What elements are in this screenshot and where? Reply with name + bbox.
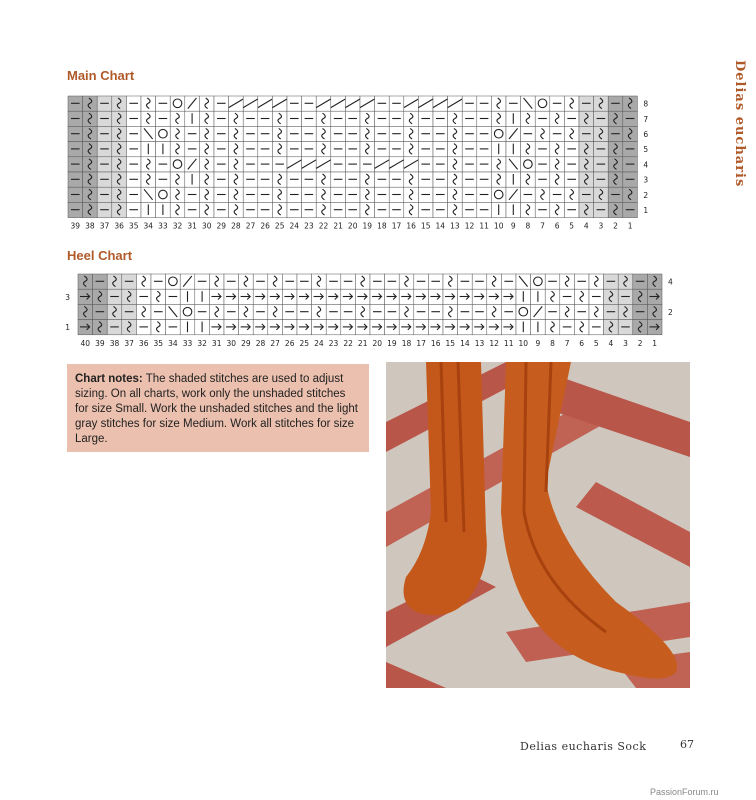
chart-cell bbox=[531, 274, 546, 289]
stitch-number: 13 bbox=[474, 338, 485, 348]
chart-cell bbox=[166, 274, 181, 289]
stitch-number: 36 bbox=[138, 338, 149, 348]
stitch-number: 20 bbox=[372, 338, 383, 348]
footer-title: Delias eucharis Sock bbox=[520, 740, 647, 753]
stitch-number: 35 bbox=[153, 338, 164, 348]
row-number: 6 bbox=[643, 130, 649, 139]
stitch-number: 32 bbox=[197, 338, 207, 348]
chart-cell bbox=[170, 96, 185, 111]
row-number: 2 bbox=[643, 190, 649, 200]
stitch-number: 3 bbox=[623, 338, 628, 348]
chart-cell bbox=[156, 187, 171, 202]
stitch-number: 31 bbox=[211, 338, 222, 348]
stitch-number: 9 bbox=[535, 338, 541, 348]
stitch-number: 37 bbox=[99, 221, 110, 231]
row-number: 8 bbox=[643, 99, 649, 109]
row-number: 4 bbox=[668, 277, 673, 287]
stitch-number: 39 bbox=[95, 338, 105, 348]
row-number: 3 bbox=[643, 175, 649, 185]
stitch-number: 10 bbox=[493, 221, 504, 231]
side-title: Delias eucharis bbox=[732, 60, 747, 188]
stitch-number: 19 bbox=[362, 221, 373, 231]
chart-cell bbox=[180, 304, 195, 319]
stitch-number: 17 bbox=[391, 221, 402, 231]
row-number: 5 bbox=[643, 145, 649, 155]
stitch-number: 21 bbox=[357, 338, 368, 348]
stitch-number: 6 bbox=[554, 221, 560, 231]
stitch-number: 6 bbox=[579, 338, 585, 348]
stitch-number: 10 bbox=[518, 338, 529, 348]
stitch-number: 25 bbox=[299, 338, 310, 348]
stitch-number: 1 bbox=[627, 221, 633, 231]
stitch-number: 2 bbox=[637, 338, 643, 348]
stitch-number: 38 bbox=[109, 338, 120, 348]
chart-cell bbox=[491, 126, 506, 141]
stitch-number: 13 bbox=[450, 221, 460, 231]
stitch-number: 40 bbox=[80, 338, 91, 348]
row-number: 4 bbox=[643, 160, 649, 170]
stitch-number: 14 bbox=[460, 338, 470, 348]
page-number: 67 bbox=[680, 738, 694, 751]
row-number: 7 bbox=[643, 114, 649, 124]
stitch-number: 3 bbox=[598, 221, 604, 231]
stitch-number: 18 bbox=[401, 338, 412, 348]
stitch-number: 11 bbox=[479, 221, 489, 231]
stitch-number: 16 bbox=[406, 221, 416, 231]
heel-chart-grid bbox=[60, 270, 690, 352]
stitch-number: 29 bbox=[216, 221, 227, 231]
main-chart-grid bbox=[60, 94, 660, 234]
stitch-number: 30 bbox=[201, 221, 212, 231]
stitch-number: 9 bbox=[510, 221, 516, 231]
stitch-number: 7 bbox=[540, 221, 545, 231]
stitch-number: 19 bbox=[387, 338, 397, 348]
stitch-number: 35 bbox=[128, 221, 139, 231]
stitch-number: 4 bbox=[583, 221, 589, 231]
stitch-number: 34 bbox=[143, 221, 154, 231]
chart-cell bbox=[170, 157, 185, 172]
stitch-number: 38 bbox=[85, 221, 95, 231]
stitch-number: 7 bbox=[564, 338, 570, 348]
stitch-number: 5 bbox=[593, 338, 599, 348]
stitch-number: 12 bbox=[464, 221, 475, 231]
row-number: 1 bbox=[643, 206, 649, 215]
stitch-number: 11 bbox=[503, 338, 514, 348]
stitch-number: 22 bbox=[318, 221, 329, 231]
stitch-number: 32 bbox=[172, 221, 183, 231]
stitch-number: 29 bbox=[241, 338, 251, 348]
stitch-number: 8 bbox=[550, 338, 555, 348]
stitch-number: 12 bbox=[489, 338, 499, 348]
stitch-number: 22 bbox=[343, 338, 353, 348]
stitch-number: 25 bbox=[274, 221, 285, 231]
chart-cell bbox=[156, 126, 171, 141]
stitch-number: 26 bbox=[260, 221, 270, 231]
stitch-number: 24 bbox=[289, 221, 300, 231]
heel-chart-title: Heel Chart bbox=[67, 248, 133, 263]
stitch-number: 33 bbox=[158, 221, 168, 231]
stitch-number: 27 bbox=[245, 221, 256, 231]
chart-cell bbox=[516, 304, 531, 319]
stitch-number: 28 bbox=[231, 221, 241, 231]
stitch-number: 2 bbox=[613, 221, 618, 231]
stitch-number: 8 bbox=[525, 221, 531, 231]
stitch-number: 5 bbox=[569, 221, 575, 231]
main-chart bbox=[60, 94, 660, 239]
stitch-number: 15 bbox=[420, 221, 431, 231]
stitch-number: 33 bbox=[182, 338, 193, 348]
watermark: PassionForum.ru bbox=[650, 787, 719, 797]
chart-cell bbox=[491, 187, 506, 202]
row-number: 2 bbox=[668, 308, 673, 317]
chart-cell bbox=[535, 96, 550, 111]
stitch-number: 26 bbox=[284, 338, 295, 348]
chart-cell bbox=[521, 157, 536, 172]
stitch-number: 31 bbox=[187, 221, 197, 231]
stitch-number: 34 bbox=[168, 338, 178, 348]
stitch-number: 20 bbox=[347, 221, 358, 231]
stitch-number: 4 bbox=[608, 338, 614, 348]
heel-chart bbox=[60, 270, 690, 357]
stitch-number: 36 bbox=[114, 221, 124, 231]
stitch-number: 1 bbox=[652, 338, 658, 348]
sock-photo-image bbox=[386, 362, 690, 688]
stitch-number: 18 bbox=[377, 221, 387, 231]
stitch-number: 27 bbox=[270, 338, 280, 348]
stitch-number: 15 bbox=[445, 338, 456, 348]
chart-notes-text: The shaded stitches are used to adjust sizing. On all charts, work only the unshaded stitches for size Small. Work the unshaded stitches and the light gray stitches for size Medium. Work all stitches for size Large. bbox=[75, 373, 358, 445]
stitch-number: 17 bbox=[416, 338, 426, 348]
stitch-number: 37 bbox=[124, 338, 134, 348]
chart-notes-label: Chart notes: bbox=[75, 373, 143, 385]
stitch-number: 39 bbox=[70, 221, 81, 231]
stitch-number: 28 bbox=[255, 338, 266, 348]
stitch-number: 23 bbox=[328, 338, 339, 348]
stitch-number: 21 bbox=[333, 221, 343, 231]
row-number: 1 bbox=[65, 323, 70, 333]
chart-notes bbox=[67, 364, 369, 452]
stitch-number: 16 bbox=[430, 338, 441, 348]
stitch-number: 30 bbox=[226, 338, 237, 348]
stitch-number: 14 bbox=[435, 221, 446, 231]
row-number: 3 bbox=[65, 292, 70, 302]
stitch-number: 24 bbox=[314, 338, 324, 348]
main-chart-title: Main Chart bbox=[67, 68, 135, 83]
stitch-number: 23 bbox=[304, 221, 314, 231]
sock-photo bbox=[386, 362, 690, 688]
